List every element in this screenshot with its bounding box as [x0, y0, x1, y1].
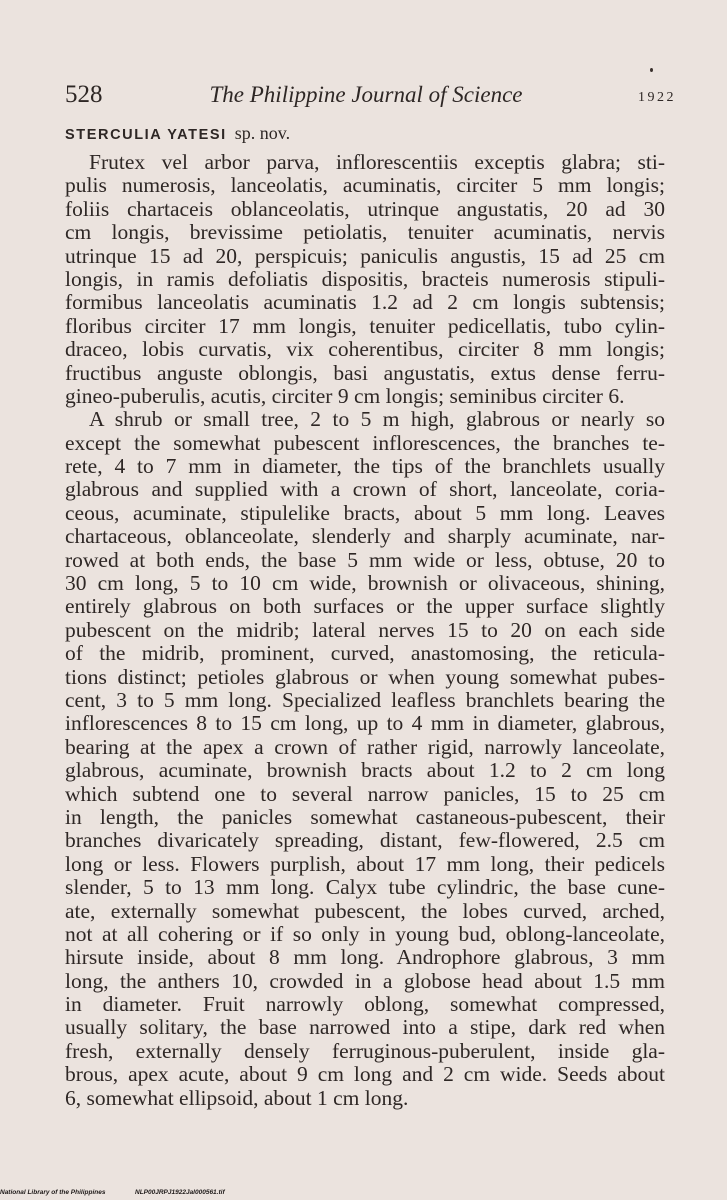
text-line: foliis chartaceis oblanceolatis, utrinque angustatis, 20 ad 30	[65, 196, 665, 221]
text-line: Frutex vel arbor parva, inflorescentiis exceptis glabra; sti-	[89, 150, 665, 174]
text-line: utrinque 15 ad 20, perspicuis; paniculis angustis, 15 ad 25 cm	[65, 243, 665, 268]
species-heading	[65, 121, 290, 147]
text-line: hirsute inside, about 8 mm long. Androphore glabrous, 3 mm	[65, 945, 665, 970]
text-line: cent, 3 to 5 mm long. Specialized leafless branchlets bearing the	[65, 687, 665, 712]
text-line: usually solitary, the base narrowed into a stipe, dark red when	[65, 1015, 665, 1040]
text-line: in diameter. Fruit narrowly oblong, somewhat compressed,	[65, 992, 665, 1017]
text-line: ceous, acuminate, stipulelike bracts, about 5 mm long. Leaves	[65, 500, 665, 525]
text-line: pulis numerosis, lanceolatis, acuminatis, circiter 5 mm longis;	[65, 173, 665, 198]
text-line: A shrub or small tree, 2 to 5 m high, glabrous or nearly so	[89, 407, 665, 432]
page-number: 528	[65, 81, 103, 108]
text-line: 30 cm long, 5 to 10 cm wide, brownish or olivaceous, shining,	[65, 571, 665, 596]
text-line: glabrous and supplied with a crown of short, lanceolate, coria-	[65, 477, 665, 502]
text-line: draceo, lobis curvatis, vix coherentibus, circiter 8 mm longis;	[65, 337, 665, 362]
text-line: glabrous, acuminate, brownish bracts about 1.2 to 2 cm long	[65, 758, 665, 783]
body-text	[65, 151, 665, 1110]
text-line: which subtend one to several narrow panicles, 15 to 25 cm	[65, 781, 665, 806]
text-line: long or less. Flowers purplish, about 17 mm long, their pedicels	[65, 851, 665, 876]
text-line: 6, somewhat ellipsoid, about 1 cm long.	[65, 1085, 409, 1110]
journal-title: The Philippine Journal of Science	[209, 82, 523, 107]
text-line: of the midrib, prominent, curved, anastomosing, the reticula-	[65, 641, 665, 666]
text-line: tions distinct; petioles glabrous or when young somewhat pubes-	[65, 664, 665, 689]
text-line: chartaceous, oblanceolate, slenderly and sharply acuminate, nar-	[65, 524, 665, 549]
latin-diagnosis	[65, 151, 665, 408]
text-line: except the somewhat pubescent inflorescences, the branches te-	[65, 430, 665, 455]
text-line: rete, 4 to 7 mm in diameter, the tips of the branchlets usually	[65, 454, 665, 479]
text-line: not at all cohering or if so only in young bud, oblong-lanceolate,	[65, 921, 665, 946]
text-line: in length, the panicles somewhat castaneous-pubescent, their	[65, 804, 665, 829]
text-line: floribus circiter 17 mm longis, tenuiter pedicellatis, tubo cylin-	[65, 313, 665, 338]
library-credit: National Library of the Philippines	[0, 1189, 106, 1196]
scan-file-name: NLP00JRPJ1922Jal000561.tif	[135, 1189, 225, 1196]
text-line: long, the anthers 10, crowded in a globose head about 1.5 mm	[65, 968, 665, 993]
text-line: gineo-puberulis, acutis, circiter 9 cm longis; seminibus circiter 6.	[65, 383, 625, 408]
text-line: fructibus anguste oblongis, basi angustatis, extus dense ferru-	[65, 360, 665, 385]
publication-year: 1922	[638, 90, 676, 105]
text-line: longis, in ramis defoliatis dispositis, bracteis numerosis stipuli-	[65, 266, 665, 291]
text-line: brous, apex acute, about 9 cm long and 2 cm wide. Seeds about	[65, 1062, 665, 1087]
text-line: formibus lanceolatis acuminatis 1.2 ad 2 cm longis subtensis;	[65, 290, 665, 315]
text-line: entirely glabrous on both surfaces or the upper surface slightly	[65, 594, 665, 619]
species-name: STERCULIA YATESI	[65, 127, 227, 143]
text-line: bearing at the apex a crown of rather rigid, narrowly lanceolate,	[65, 734, 665, 759]
description-paragraph	[65, 408, 665, 1110]
text-line: fresh, externally densely ferruginous-puberulent, inside gla-	[65, 1038, 665, 1063]
species-status: sp. nov.	[234, 123, 291, 143]
text-line: rowed at both ends, the base 5 mm wide or less, obtuse, 20 to	[65, 547, 665, 572]
text-line: cm longis, brevissime petiolatis, tenuiter acuminatis, nervis	[65, 220, 665, 245]
ink-speck	[650, 68, 653, 72]
text-line: branches divaricately spreading, distant, few-flowered, 2.5 cm	[65, 828, 665, 853]
text-line: ate, externally somewhat pubescent, the lobes curved, arched,	[65, 898, 665, 923]
text-line: slender, 5 to 13 mm long. Calyx tube cylindric, the base cune-	[65, 875, 665, 900]
text-line: pubescent on the midrib; lateral nerves 15 to 20 on each side	[65, 617, 665, 642]
text-line: inflorescences 8 to 15 cm long, up to 4 mm in diameter, glabrous,	[65, 711, 665, 736]
